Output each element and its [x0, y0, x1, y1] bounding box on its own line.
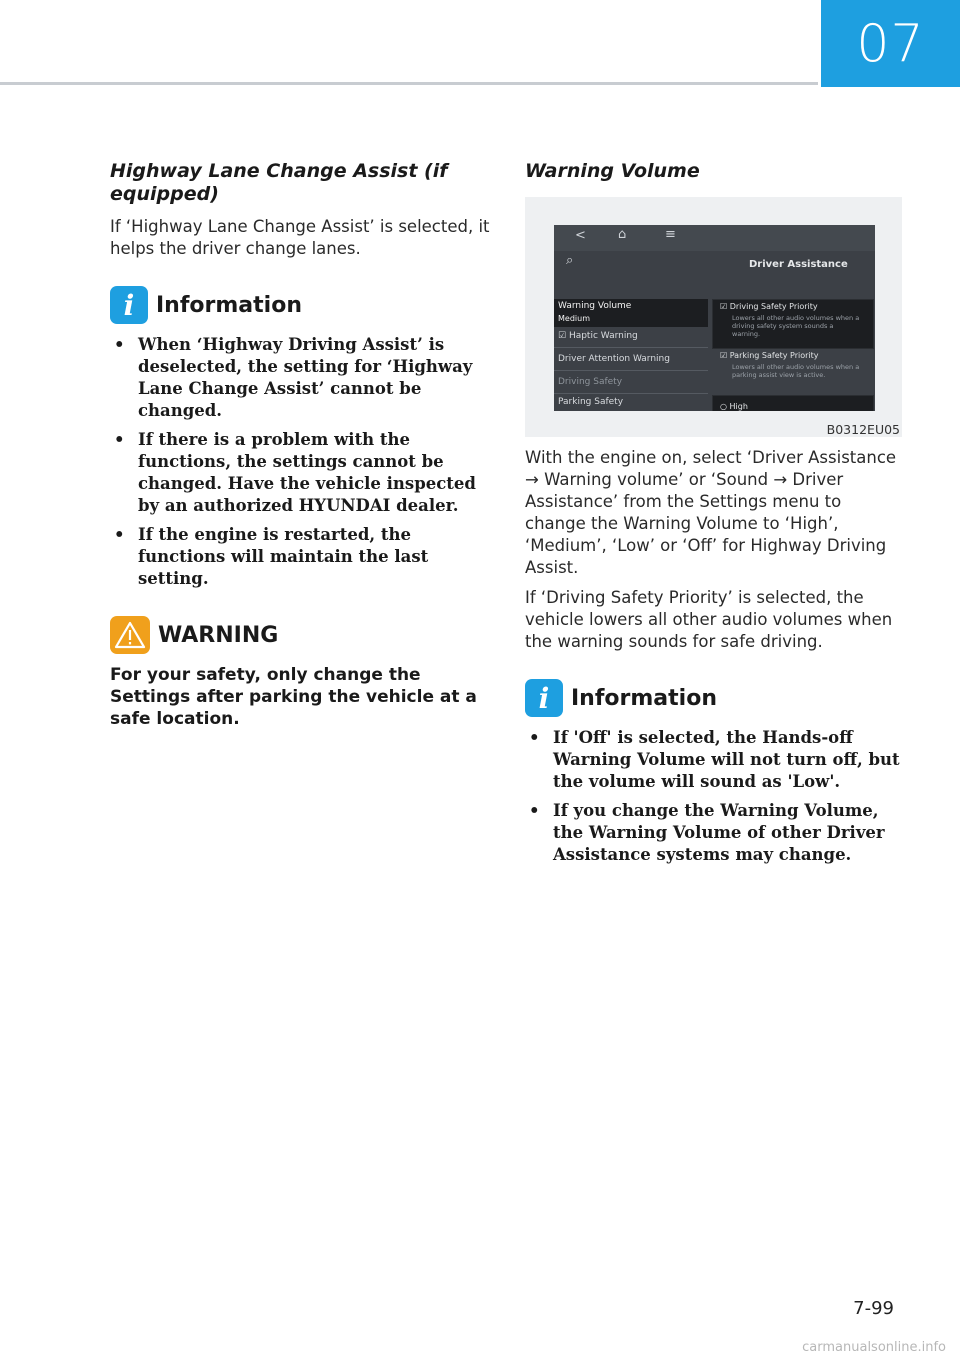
warning-callout — [110, 616, 494, 730]
menu-label: Driving Safety — [558, 377, 623, 387]
watermark: carmanualsonline.info — [802, 1340, 946, 1355]
header-rule — [0, 82, 818, 85]
chapter-tab: 07 — [821, 0, 960, 87]
list-item: • If you change the Warning Volume, the Warning Volume of other Driver Assistance systems may change. — [529, 800, 905, 866]
information-title: Information — [571, 685, 717, 711]
level-label: ○ High — [720, 402, 748, 411]
intro-paragraph: If ‘Highway Lane Change Assist’ is selected, it helps the driver change lanes. — [110, 217, 490, 258]
information-list — [525, 727, 905, 866]
section-title-hlca: Highway Lane Change Assist (if equipped) — [110, 160, 448, 205]
option-description: Lowers all other audio volumes when a driving safety system sounds a warning. — [732, 314, 860, 338]
screen-title: Driver Assistance — [749, 259, 848, 270]
menu-row — [554, 391, 708, 411]
figure-code: B0312EU05 — [826, 422, 900, 437]
priority-paragraph: If ‘Driving Safety Priority’ is selected, the vehicle lowers all other audio volumes when the warning sounds for safe driving. — [525, 588, 893, 651]
warning-icon — [110, 616, 150, 654]
information-header — [110, 286, 494, 324]
list-item: • If there is a problem with the functions, the settings cannot be changed. Have the vehicle inspected by an authorized HYUNDAI dealer. — [114, 429, 494, 517]
menu-icon: ≡ — [665, 227, 676, 242]
selected-item-value: Medium — [558, 314, 590, 323]
info-icon: i — [525, 679, 563, 717]
back-icon: < — [575, 228, 586, 243]
warning-header — [110, 616, 494, 654]
infotainment-screen — [554, 225, 875, 411]
warning-title: WARNING — [158, 622, 279, 648]
search-icon: ⌕ — [566, 253, 574, 268]
option-label: ☑ Driving Safety Priority — [720, 302, 818, 311]
information-title: Information — [156, 292, 302, 318]
option-label: ☑ Parking Safety Priority — [720, 351, 819, 360]
information-list — [110, 334, 494, 590]
info-icon: i — [110, 286, 148, 324]
page-number: 7-99 — [853, 1298, 894, 1319]
settings-figure — [525, 197, 902, 437]
section-title-warning-volume: Warning Volume — [525, 160, 700, 182]
information-callout — [110, 286, 494, 590]
list-item: • When ‘Highway Driving Assist’ is deselected, the setting for ‘Highway Lane Change Assist’ cannot be changed. — [114, 334, 494, 422]
menu-label: Parking Safety — [558, 397, 624, 407]
list-item: • If the engine is restarted, the functions will maintain the last setting. — [114, 524, 494, 590]
menu-row — [554, 348, 708, 371]
instructions-paragraph: With the engine on, select ‘Driver Assistance → Warning volume’ or ‘Sound → Driver Assistance’ from the Settings menu to change the Warning Volume to ‘High’, ‘Medium’, ‘Low’ or ‘Off’ for Highway Driving Assist. — [525, 448, 897, 577]
right-column — [525, 160, 905, 873]
selected-item-label: Warning Volume — [558, 301, 632, 311]
screen-topbar — [554, 225, 875, 251]
checkbox-icon: ☑ — [558, 331, 569, 341]
menu-row — [554, 325, 708, 348]
information-header — [525, 679, 905, 717]
menu-label: Haptic Warning — [568, 331, 638, 341]
menu-label: Driver Attention Warning — [558, 354, 670, 364]
option-description: Lowers all other audio volumes when a parking assist view is active. — [732, 363, 860, 379]
warning-text: For your safety, only change the Settings after parking the vehicle at a safe location. — [110, 665, 477, 729]
list-item: • If 'Off' is selected, the Hands-off Warning Volume will not turn off, but the volume will sound as 'Low'. — [529, 727, 905, 793]
home-icon: ⌂ — [618, 227, 627, 242]
left-column — [110, 160, 494, 730]
information-callout — [525, 679, 905, 866]
